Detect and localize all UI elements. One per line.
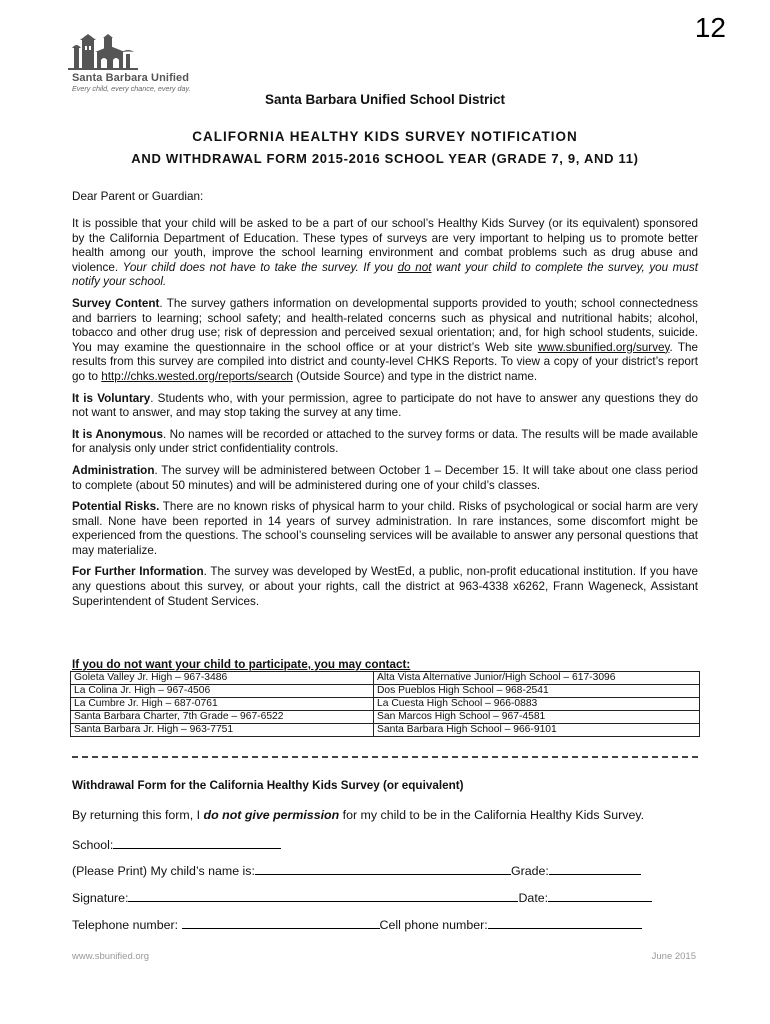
school-input-line[interactable] [113, 836, 281, 849]
phone-field[interactable] [72, 916, 642, 932]
survey-link[interactable]: www.sbunified.org/survey [537, 340, 670, 354]
school-label: School: [72, 838, 114, 852]
district-name: Santa Barbara Unified School District [264, 92, 506, 107]
further-info-text: . The survey was developed by WestEd, a public, non-profit educational institution. If you have any questions about this survey, or about your rights, call the district at 963-4338 x6262, Frann Wageneck, Assistant Superintendent of Student Services. [72, 565, 698, 608]
grade-input-line[interactable] [549, 862, 641, 875]
form-subtitle: AND WITHDRAWAL FORM 2015-2016 SCHOOL YEAR (GRADE 7, 9, AND 11) [131, 151, 639, 166]
page-number: 12 [694, 12, 726, 43]
telephone-label: Telephone number: [72, 918, 179, 932]
intro-italic-b: want your child to complete the survey, you must notify your school. [72, 260, 699, 289]
administration-heading: Administration [72, 463, 155, 477]
table-row [71, 672, 700, 685]
table-row [71, 711, 700, 724]
table-row [71, 685, 700, 698]
contact-cell: Goleta Valley Jr. High – 967-3486 [71, 672, 374, 685]
child-name-input-line[interactable] [255, 862, 511, 875]
contact-cell: La Cuesta High School – 966-0883 [374, 698, 700, 711]
contact-cell: Santa Barbara Charter, 7th Grade – 967-6522 [71, 711, 374, 724]
intro-paragraph [72, 217, 698, 290]
logo-name: Santa Barbara Unified [72, 72, 190, 84]
survey-content-text: . The survey gathers information on developmental supports provided to youth; school connectedness and barriers to learning; school safety; and health-related concerns such as physical and nutritional habits; alcohol, tobacco and other drug use; risk of depression and perceived sexual orientation; and, for high school students, suicide. You may examine the questionnaire in the school office or at your district’s Web site [72, 296, 698, 354]
date-label: Date: [518, 891, 549, 905]
withdrawal-emphasis: do not give permission [203, 808, 340, 822]
intro-italic-a: Your child does not have to take the survey. If you [122, 260, 394, 274]
anonymous-paragraph [72, 428, 698, 457]
signature-field[interactable] [72, 889, 652, 905]
administration-text: . The survey will be administered between October 1 – December 15. It will take about one class period to complete (about 50 minutes) and will be administered during one of your child’s classes. [72, 463, 698, 492]
table-row [71, 724, 700, 737]
contact-cell: Dos Pueblos High School – 968-2541 [374, 685, 700, 698]
withdrawal-statement [72, 808, 644, 822]
further-info-paragraph [72, 565, 698, 609]
survey-content-text-b: . The results from this survey are compiled into district and county-level CHKS Reports. To view a copy of your district’s report go to [72, 340, 699, 383]
date-input-line[interactable] [548, 889, 652, 902]
withdrawal-title: Withdrawal Form for the California Healthy Kids Survey (or equivalent) [72, 779, 464, 792]
intro-text: It is possible that your child will be asked to be a part of our school’s Healthy Kids Survey (or its equivalent) sponsored by the California Department of Education. These types of surveys are very important to helping us to promote better health among our youth, improve the school learning environment and combat problems such as drug abuse and violence. [72, 217, 698, 274]
contacts-table [70, 671, 700, 737]
voluntary-heading: It is Voluntary [72, 391, 151, 405]
voluntary-text: . Students who, with your permission, agree to participate do not have to answer any questions they do not want to answer, and may stop taking the survey at any time. [72, 391, 698, 420]
signature-input-line[interactable] [128, 889, 518, 902]
cell-label: Cell phone number: [379, 918, 488, 932]
logo-tagline: Every child, every chance, every day. [72, 84, 191, 93]
footer-website: www.sbunified.org [72, 951, 150, 962]
telephone-input-line[interactable] [182, 916, 380, 929]
contact-cell: La Cumbre Jr. High – 687-0761 [71, 698, 374, 711]
cell-input-line[interactable] [488, 916, 642, 929]
signature-label: Signature: [72, 891, 129, 905]
child-name-field[interactable] [72, 862, 641, 878]
administration-paragraph [72, 464, 698, 493]
survey-content-paragraph [72, 297, 698, 385]
anonymous-heading: It is Anonymous [72, 427, 163, 441]
reports-link[interactable]: http://chks.wested.org/reports/search [101, 369, 293, 383]
contact-cell: Santa Barbara Jr. High – 963-7751 [71, 724, 374, 737]
anonymous-text: . No names will be recorded or attached to the survey forms or data. The results will be made available for analysis only under strict confidentiality controls. [72, 427, 698, 456]
risks-text: There are no known risks of physical harm to your child. Risks of psychological or social harm are very small. None have been reported in 14 years of survey administration. In rare instances, some discomfort might be experienced from the questions. The school’s counseling services will be available to answer any personal questions that may materialize. [72, 500, 698, 557]
grade-label: Grade: [510, 864, 549, 878]
survey-content-heading: Survey Content [72, 296, 160, 310]
contact-cell: Santa Barbara High School – 966-9101 [374, 724, 700, 737]
intro-do-not: do not [397, 260, 432, 274]
greeting: Dear Parent or Guardian: [72, 190, 204, 203]
form-title: CALIFORNIA HEALTHY KIDS SURVEY NOTIFICATION [192, 129, 578, 144]
contact-cell: La Colina Jr. High – 967-4506 [71, 685, 374, 698]
contacts-heading: If you do not want your child to participate, you may contact: [72, 658, 411, 671]
risks-heading: Potential Risks. [72, 500, 160, 514]
letter-body [72, 217, 698, 616]
contact-cell: Alta Vista Alternative Junior/High School – 617-3096 [374, 672, 700, 685]
child-name-label: (Please Print) My child’s name is: [72, 864, 255, 878]
table-row [71, 698, 700, 711]
withdrawal-text-a: By returning this form, I [72, 808, 201, 822]
cut-line [72, 756, 698, 758]
voluntary-paragraph [72, 392, 698, 421]
survey-content-text-c: (Outside Source) and type in the district name. [296, 369, 538, 383]
further-info-heading: For Further Information [72, 565, 204, 579]
school-field[interactable] [72, 836, 281, 852]
withdrawal-text-b: for my child to be in the California Healthy Kids Survey. [342, 808, 645, 822]
footer-date: June 2015 [651, 951, 696, 962]
contact-cell: San Marcos High School – 967-4581 [374, 711, 700, 724]
risks-paragraph [72, 500, 698, 558]
